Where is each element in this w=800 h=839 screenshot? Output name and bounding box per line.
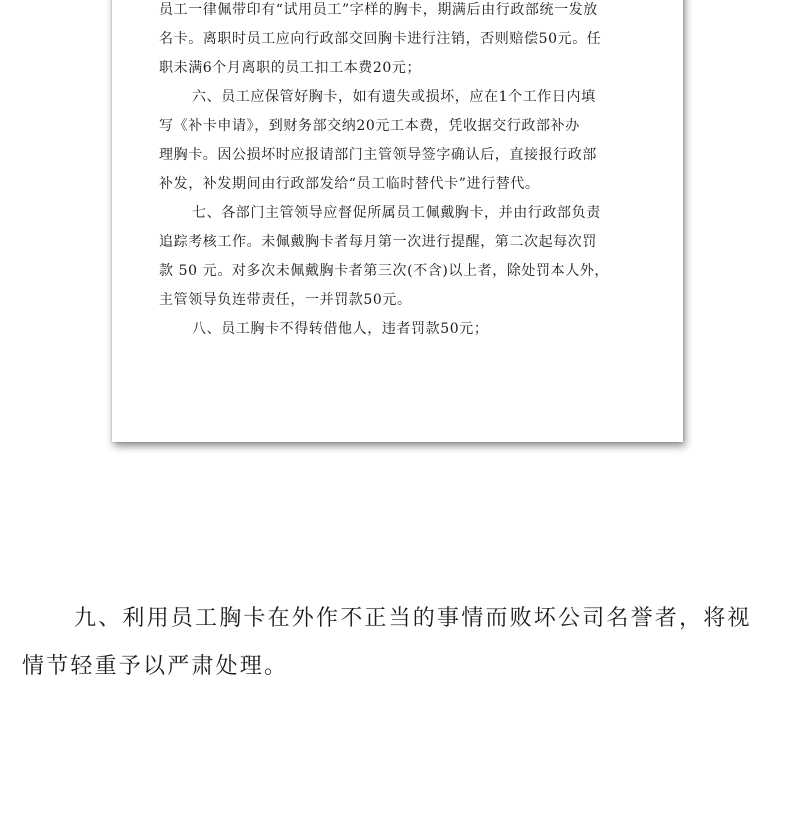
- doc-line-4: 六、员工应保管好胸卡，如有遗失或损坏，应在1个工作日内填: [192, 89, 596, 105]
- doc-line-10: 款 50 元。对多次未佩戴胸卡者第三次(不含)以上者，除处罚本人外，: [159, 263, 610, 279]
- doc-line-9: 追踪考核工作。未佩戴胸卡者每月第一次进行提醒，第二次起每次罚: [159, 234, 597, 250]
- doc-line-7: 补发，补发期间由行政部发给“员工临时替代卡”进行替代。: [159, 176, 540, 192]
- doc-line-8: 七、各部门主管领导应督促所属员工佩戴胸卡，并由行政部负责: [192, 205, 601, 221]
- doc-line-6: 理胸卡。因公损坏时应报请部门主管领导签字确认后，直接报行政部: [159, 147, 597, 163]
- document-page-image: [112, 0, 683, 442]
- doc-line-12: 八、员工胸卡不得转借他人，违者罚款50元；: [192, 321, 489, 337]
- doc-line-11: 主管领导负连带责任，一并罚款50元。: [159, 292, 412, 308]
- doc-line-2: 名卡。离职时员工应向行政部交回胸卡进行注销，否则赔偿50元。任: [159, 31, 602, 47]
- body-paragraph-line-2: 情节轻重予以严肃处理。: [22, 654, 289, 679]
- doc-line-5: 写《补卡申请》，到财务部交纳20元工本费，凭收据交行政部补办: [159, 118, 580, 134]
- body-paragraph-line-1: 九、利用员工胸卡在外作不正当的事情而败坏公司名誉者，将视: [74, 606, 752, 631]
- doc-line-3: 职未满6个月离职的员工扣工本费20元；: [159, 60, 422, 76]
- doc-line-1: 员工一律佩带印有“试用员工”字样的胸卡，期满后由行政部统一发放: [159, 2, 598, 18]
